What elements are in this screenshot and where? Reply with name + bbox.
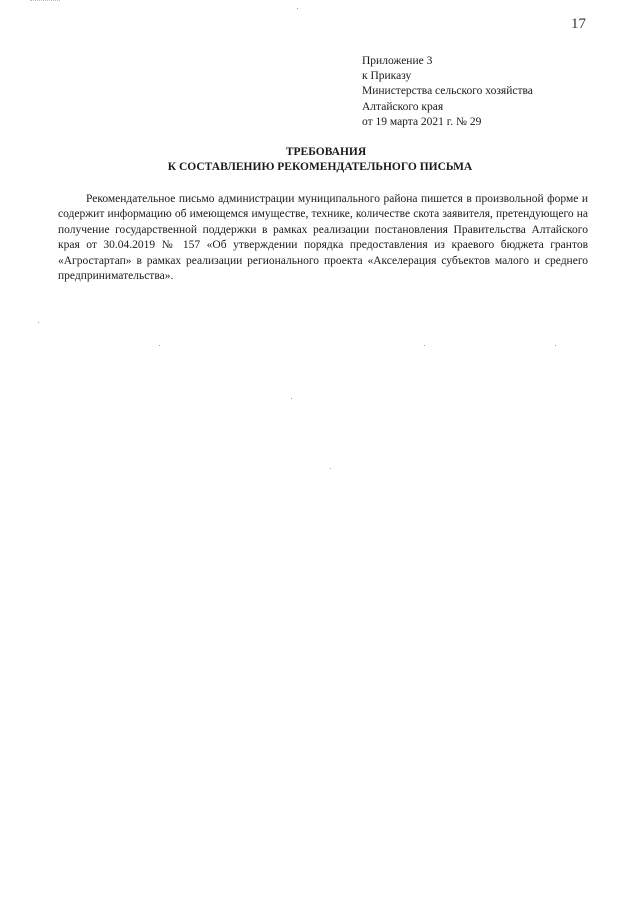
scan-speck xyxy=(330,468,331,469)
heading-title: ТРЕБОВАНИЯ xyxy=(285,146,367,158)
appendix-line: Алтайского края xyxy=(362,100,444,113)
heading-subtitle: К СОСТАВЛЕНИЮ РЕКОМЕНДАТЕЛЬНОГО ПИСЬМА xyxy=(167,161,473,173)
scan-speck xyxy=(555,345,556,346)
appendix-line: Министерства сельского хозяйства xyxy=(362,85,533,98)
appendix-line: от 19 марта 2021 г. № 29 xyxy=(362,115,482,128)
scan-speck xyxy=(297,8,298,9)
appendix-block xyxy=(362,54,533,130)
body-paragraph: Рекомендательное письмо администрации муниципального района пишется в произвольной форме и содержит информацию об имеющемся имуществе, технике, количестве скота заявителя, претендующего на получение государственной поддержки в рамках реализации постановления Правительства Алтайского края от 30.04.2019 № 157 «Об утверждении порядка предоставления из краевого бюджета грантов «Агростартап» в рамках реализации регионального проекта «Акселерация субъектов малого и среднего предпринимательства». xyxy=(58,193,588,283)
appendix-line: Приложение 3 xyxy=(362,55,433,67)
scan-speck xyxy=(424,345,425,346)
page-number: 17 xyxy=(571,16,586,32)
scan-speck xyxy=(159,345,160,346)
scan-edge-marks xyxy=(30,0,60,3)
scan-speck xyxy=(291,398,292,399)
scan-speck xyxy=(38,322,39,323)
document-heading xyxy=(0,145,640,175)
appendix-line: к Приказу xyxy=(362,70,412,83)
